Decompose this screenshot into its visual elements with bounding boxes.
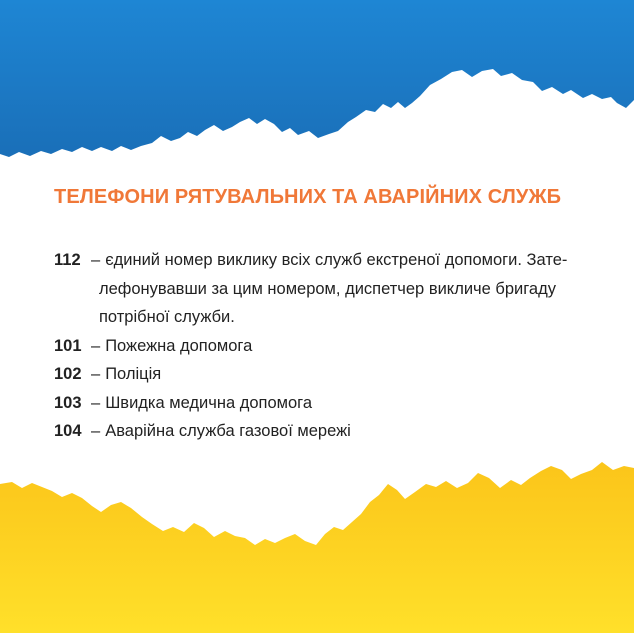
service-description-line: лефонувавши за цим номером, диспетчер викличе бригаду <box>99 279 556 298</box>
service-description-line: потрібної служби. <box>99 308 235 326</box>
service-dash: – <box>91 422 101 440</box>
service-entry-112 <box>54 246 594 275</box>
service-entry-101 <box>54 332 594 361</box>
service-dash: – <box>91 336 101 355</box>
service-number: 102 <box>54 365 82 383</box>
service-entry-104 <box>54 417 594 446</box>
service-dash: – <box>91 251 101 269</box>
service-dash: – <box>91 393 101 412</box>
service-entry-112-continued <box>54 303 594 332</box>
service-number: 103 <box>54 393 82 412</box>
service-entry-103 <box>54 389 594 418</box>
service-description: Швидка медична допомога <box>105 393 313 412</box>
service-number: 112 <box>54 251 81 269</box>
service-dash: – <box>91 365 101 383</box>
service-number: 101 <box>54 336 82 355</box>
service-number: 104 <box>54 422 82 440</box>
service-description-line: єдиний номер виклику всіх служб екстреної допомоги. Зате- <box>105 251 568 269</box>
page-title: ТЕЛЕФОНИ РЯТУВАЛЬНИХ ТА АВАРІЙНИХ СЛУЖБ <box>54 186 562 208</box>
service-entry-102 <box>54 360 594 389</box>
services-list <box>54 246 594 446</box>
service-description: Аварійна служба газової мережі <box>105 422 351 440</box>
service-description: Пожежна допомога <box>105 336 253 355</box>
blue-band <box>0 0 634 157</box>
service-description: Поліція <box>105 365 162 383</box>
yellow-band <box>0 462 634 633</box>
service-entry-112-continued <box>54 275 594 304</box>
